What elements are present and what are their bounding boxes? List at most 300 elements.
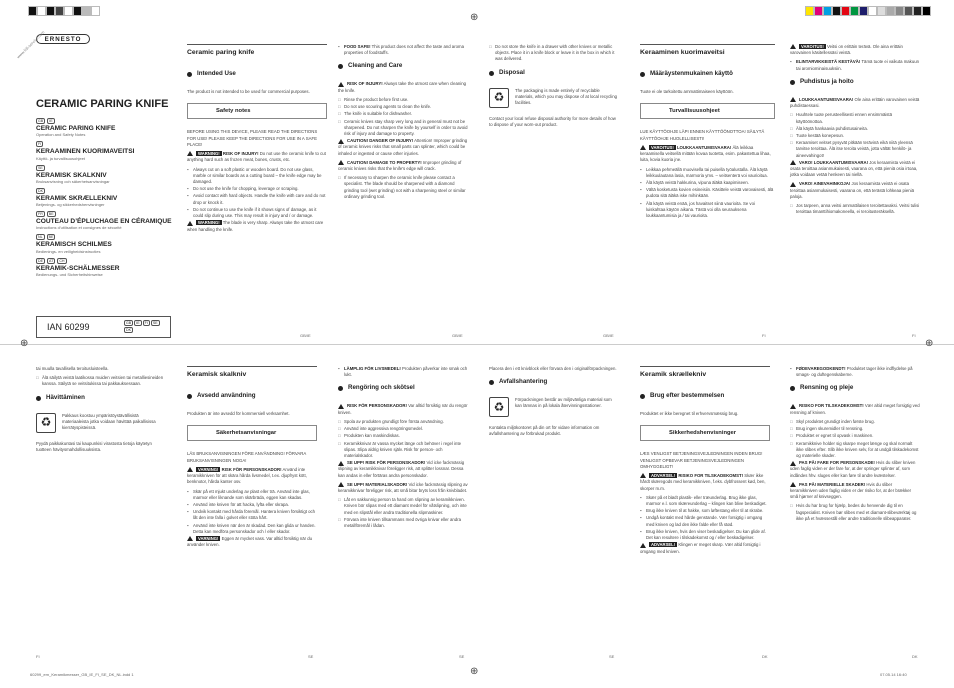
warning-text: Veitsi on erittäin terävä. Ole aina erittäin varovainen käsitellessäsi veistä. — [790, 44, 903, 56]
heading-disposal — [489, 378, 619, 387]
language-title: KERAMIK SKRÆLLEKNIV — [36, 194, 118, 202]
bullet-dot-icon — [338, 64, 343, 69]
warning-paragraph — [187, 220, 327, 232]
language-subtitle: Bedienungs- und Sicherheitshinweise — [36, 271, 103, 277]
warning-triangle-icon — [187, 536, 193, 541]
list-item: ▪ Do not use the knife for chopping, leverage or scraping. — [187, 186, 299, 192]
list-item-text: Do not use scouring agents to clean the knife. — [344, 104, 432, 110]
warning-triangle-icon — [338, 461, 344, 466]
list-item-text: Do not store the knife in a drawer with other knives or metallic objects. Place it in a knife block or leave it in the box in which it was delivered. — [495, 44, 615, 62]
registration-bar-left — [28, 6, 100, 16]
page-footer: GB/IE — [452, 333, 463, 338]
list-item-text: Huuhtele tuote perusteellisesti ennen ensimmäistä käyttöönottoa. — [796, 112, 893, 124]
corner-badge: www.lidl-service.com — [15, 29, 46, 60]
list-item: ▪ Vältä kosketusta kovien esineisiin. Käsittele veistä varovaisesti, älä pudota sitä äläkä iske mihinkään. — [640, 187, 774, 199]
warning-paragraph — [338, 460, 468, 479]
warning-paragraph — [790, 44, 920, 56]
list-item-text: Undvik kontakt med hårda föremål. Hantera kniven försiktigt och låt den inte falla i golvet eller stöta hårt. — [193, 509, 316, 521]
food-safe-lead: FØDEVAREGODKENDT! — [796, 366, 846, 371]
language-entry — [36, 211, 176, 230]
warning-triangle-icon — [187, 221, 193, 226]
language-title: COUTEAU D’ÉPLUCHAGE EN CÉRAMIQUE — [36, 218, 172, 225]
food-safe-lead: ELINTARVIKKEISTÄ KESTÄVÄ! — [796, 59, 861, 65]
disposal-block — [489, 397, 619, 414]
bullet-dot-icon — [187, 72, 192, 77]
language-title: CERAMIC PARING KNIFE — [36, 125, 116, 132]
list-item-text: Älä säilytä veistä laatikossa muiden veitsien tai metalliesineiden kanssa. Säilytä se veitsitukissa tai pakkauksessaan. — [42, 375, 164, 387]
recycle-icon: ♻ — [36, 413, 56, 433]
list-item: □ Skyl produktet grundigt inden første brug. — [790, 418, 875, 424]
warning-lead: LOUKKAANTUMISVAARA! — [799, 96, 854, 102]
list-item-text: Älä käytä veistä hakkurina, vipuna äläkä kaapimiseen. — [646, 179, 749, 185]
language-flags — [36, 258, 176, 264]
page-gb-1 — [187, 44, 327, 236]
language-flags — [36, 141, 176, 147]
heading-cleaning — [790, 78, 920, 87]
list-item-text: Do not continue to use the knife if it shows signs of damage, as it could slip during use. This may result in injury and / or damage. — [193, 206, 317, 219]
bullet-dot-icon — [338, 386, 343, 391]
warning-badge: WARNING! — [198, 220, 220, 226]
page-footer: FI — [762, 333, 766, 338]
warning-triangle-icon — [640, 145, 646, 150]
fold-line — [0, 344, 954, 345]
page-fi-1 — [640, 44, 775, 220]
warning-triangle-icon — [640, 473, 646, 478]
heading-disposal — [36, 394, 166, 403]
warning-lead: CAUTION! DANGER OF INJURY! — [347, 138, 414, 144]
warning-text: Hvis du sliber kniven uden faglig viden er der fare for, at der springer splinter af, som indåndes hhv. sluges eller kan føre til andre kvæstelser. — [790, 460, 916, 478]
list-item: □ Brug ingen skuremidler til rensning. — [790, 426, 864, 432]
language-subtitle: Bedienings- en veiligheidsinstructies — [36, 248, 101, 254]
list-item: □ Förvara inte kniven tillsammans med övriga knivar eller andra metallföremål i lådan. — [338, 517, 468, 529]
list-item: ▪ Skær på et blødt plastik- eller træunderlag. Brug ikke glas, marmor e.l. som skæreunderlag – klingen kan blive beskadiget. — [640, 495, 770, 507]
list-item: □ Keraamiset veitset pysyvät pitkään terävinä eikä niitä yleensä tarvitse teroittaa. Älä itse teroita veistä, jotta vältät henkilö- ja aineevahingot! — [790, 140, 920, 159]
heading-cleaning — [338, 62, 468, 71]
warning-triangle-icon — [790, 404, 796, 409]
warning-paragraph — [790, 97, 920, 109]
list-item-text: Always cut on a soft plastic or wooden board. Do not use glass, marble or similar boards as a cutting board – the knife edge may be damaged. — [193, 166, 322, 184]
list-item: □ Do not store the knife in a drawer with other knives or metallic objects. Place it in a knife block or leave it in the box in which it was delivered. — [489, 44, 619, 63]
warning-triangle-icon — [338, 82, 344, 87]
list-item: ▪ Always cut on a soft plastic or wooden board. Do not use glass, marble or similar boards as a cutting board – the knife edge may be damaged. — [187, 167, 327, 186]
warning-paragraph — [790, 181, 920, 200]
list-item-text: Brug ingen skuremidler til rensning. — [796, 426, 864, 432]
warning-text: Älä leikkaa keraamisella veitsellä mitään kovaa tuotetta, esim. pakastettua lihaa, luita, kovia kuoria jne. — [640, 144, 771, 163]
warning-triangle-icon — [338, 160, 344, 165]
paragraph: Pakkaus koostuu ympäristöystävällisistä materiaaleista jotka voidaan hävittää paikallisissa kierrätyspisteissä. — [62, 412, 156, 431]
flag-badge: GB — [126, 321, 132, 325]
flag-badge: NL — [38, 235, 43, 240]
section-title: Keramisk skalkniv — [187, 366, 317, 380]
disposal-block — [36, 413, 166, 432]
language-entry — [36, 141, 176, 160]
warning-text: Ole aina erittäin varovainen veistä puhdistaessasi. — [790, 96, 920, 109]
list-item: ▪ Älä käytä veistä enää, jos havaitset siinä vaurioita. Se voi luiskahtaa käytön aikana. Tästä voi olla seurauksena loukkaantumisia ja / tai vaurioita. — [640, 201, 775, 220]
warning-text: Skær ikke hårdt skæregods med keramikkniven, f.eks. dybfrossent kød, ben, skorper m.m. — [640, 473, 766, 491]
section-title: Ceramic paring knife — [187, 44, 327, 58]
bullet-dot-icon — [640, 394, 645, 399]
heading-intended-use — [187, 70, 327, 79]
language-title: KERAMIK-SCHÄLMESSER — [36, 264, 120, 272]
page-footer: GB/IE — [603, 333, 614, 338]
list-item: □ Älä säilytä veistä laatikossa muiden veitsien tai metalliesineiden kanssa. Säilytä se veitsitukissa tai pakkauksessaan. — [36, 375, 166, 387]
list-item: ▪ Använd inte kniven för att hacka, lyfta eller skrapa. — [187, 501, 290, 507]
list-item-text: Produktet er egnet til opvask i maskinen. — [796, 433, 874, 439]
list-item-text: Vältä kosketusta kovien esineisiin. Käsittele veistä varovaisesti, älä pudota sitä äläkä iske mihinkään. — [646, 187, 774, 199]
bullet-dot-icon — [790, 80, 795, 85]
page-footer: DK — [912, 654, 918, 659]
list-item-text: Använd inte kniven för att hacka, lyfta eller skrapa. — [193, 501, 290, 507]
list-item-text: Do not use the knife for chopping, leverage or scraping. — [193, 186, 299, 192]
flag-badge: FR — [38, 212, 43, 216]
list-item: □ Spola av produkten grundligt före första användning. — [338, 418, 444, 424]
list-item: ▪ Undgå kontakt med hårde genstande. Vær forsigtig i omgang med kniven og lad den ikke falde eller få stød. — [640, 515, 770, 527]
heading-text: Brug efter bestemmelsen — [650, 391, 725, 399]
warning-triangle-icon — [790, 44, 796, 49]
warning-triangle-icon — [338, 139, 344, 144]
heading-disposal — [489, 69, 619, 78]
list-item: □ Jos tarpeen, anna veitsi ammattilaisen teroitettavaksi. Veitsi tulisi teroittaa timanttihiomakoneella, ei teroitusteräksellä. — [790, 203, 920, 215]
page-fi-3 — [36, 366, 166, 456]
list-item-text: Keramikknive holder sig skarpe meget længe og skal normalt ikke slibes efter. Slib ikke kniven selv, for at undgå tilskadekomst og materielle skader. — [796, 440, 919, 458]
list-item-text: Produkten kan maskindiskas. — [344, 433, 400, 439]
list-item-text: Skär på ett mjukt underlag av plast eller trä. Använd inte glas, marmor eller liknande som skärbräda, eggen kan skadas. — [193, 488, 310, 500]
warning-text: Jos keraamista veistä ei osata teroittaa asianmukaisesti, vaarana on, että terästä lohkeaa pieniä paloja. — [790, 181, 914, 199]
list-item: ▪ Älä käytä veistä hakkurina, vipuna äläkä kaapimiseen. — [640, 179, 749, 185]
page-gb-2 — [338, 44, 468, 201]
warning-lead: PAS PÅ! MATERIELLE SKADER! — [799, 481, 866, 487]
page-fi-2 — [790, 44, 920, 217]
list-item-text: Keramikknivar är vassa mycket länge och behöver i regel inte slipas. Slipa aldrig kniven själv. Risk för person- och materialskador. — [344, 440, 462, 458]
list-item-text: Älä käytä veistä enää, jos havaitset siinä vaurioita. Se voi luiskahtaa käytön aikana. Tästä voi olla seurauksena loukkaantumisia ja / tai vaurioita. — [646, 200, 755, 219]
list-item-text: Leikkaa pehmeällä muovisella tai puisella työalustalla. Älä käytä leikkuulautana lasia, marmoria yms. – veitsenterä voi vaurioitua. — [646, 166, 768, 178]
bullet-dot-icon — [36, 396, 41, 401]
food-safe-text: This product does not affect the taste and aroma properties of foodstuffs. — [344, 44, 464, 56]
warning-text: Hvis du sliber keramikkniven uden faglig viden er der risiko for, at der brækker små hjørner af knivseggen. — [790, 481, 912, 500]
flag-badge: BE — [48, 212, 54, 216]
list-item-text: Keraamiset veitset pysyvät pitkään terävinä eikä niitä yleensä tarvitse teroittaa. Älä itse teroita veistä, jotta vältät henkilö- ja aineevahingot! — [796, 140, 913, 158]
warning-text: Använd inte keramikkniven för att skära hårda livsmedel, t.ex. djupfryst kött, benknotor, hårda kanter osv. — [187, 466, 307, 485]
warning-lead: PAS PÅ! FARE FOR PERSONSKADE! — [799, 460, 875, 466]
list-item-text: Hvis du har brug for hjælp, bedes du henvende dig til en fagspecialist. Kniven bør slibes med et diamant-slibeværktøj og ikke på et hvæssestål eller andre traditionelle slibeapparater. — [796, 503, 917, 521]
list-item-text: Använd inte kniven när den är skadad. Den kan glida ur handen. Detta kan medföra personskador och / eller skador. — [193, 522, 316, 534]
list-item-text: Ceramic knives stay sharp very long and in general must not be sharpened. Do not sharpen the knife by yourself in order to avoid risk of injury and damage to property. — [344, 118, 468, 136]
warning-paragraph — [640, 145, 775, 164]
language-entry — [36, 188, 176, 207]
heading-text: Hävittäminen — [46, 393, 85, 401]
warning-badge: WARNING! — [198, 151, 220, 157]
warning-paragraph — [790, 403, 920, 415]
heading-text: Avsedd användning — [197, 391, 256, 399]
language-title: KERAMISK SKALKNIV — [36, 171, 107, 179]
language-flags — [36, 234, 176, 240]
list-item: ▪ Brug ikke kniven til at hakke, som løftestang eller til at skrabe. — [640, 508, 764, 514]
flag-badge: FI — [38, 142, 42, 147]
warning-paragraph — [338, 160, 468, 172]
flag-badge: FI — [144, 321, 148, 325]
warning-paragraph — [790, 160, 920, 179]
heading-intended-use — [187, 392, 317, 401]
color-bar-right — [805, 6, 931, 16]
warning-lead: RISK OF INJURY! — [222, 151, 259, 157]
warning-badge: ADVARSEL! — [651, 473, 676, 479]
list-item-text: The knife is suitable for dishwasher. — [344, 111, 413, 117]
paragraph: BEFORE USING THIS DEVICE, PLEASE READ THE DIRECTIONS FOR USE! PLEASE KEEP THE DIRECTIONS FOR USE IN A SAFE PLACE! — [187, 129, 318, 147]
list-item: □ Hvis du har brug for hjælp, bedes du henvende dig til en fagspecialist. Kniven bør slibes med et diamant-slibeværktøj og ikke på et hvæssestål eller andre traditionelle slibeapparater. — [790, 503, 920, 522]
food-safe-text: Produktet tager ikke indflydelse på smags- og duftegenskaberne. — [796, 366, 913, 378]
list-item: □ Ceramic knives stay sharp very long and in general must not be sharpened. Do not sharpen the knife by yourself in order to avoid risk of injury and damage to property. — [338, 118, 468, 136]
warning-paragraph — [338, 138, 468, 157]
bullet-dot-icon — [489, 71, 494, 76]
list-item-text: Undgå kontakt med hårde genstande. Vær forsigtig i omgang med kniven og lad den ikke falde eller få stød. — [646, 515, 763, 527]
list-item: ▪ Do not continue to use the knife if it shows signs of damage, as it could slip during use. This may result in injury and / or damage. — [187, 207, 327, 219]
language-title: KERAAMINEN KUORIMAVEITSI — [36, 148, 135, 156]
warning-lead: LOUKKAANTUMISVAARA! — [676, 144, 732, 150]
language-entry — [36, 165, 176, 184]
list-item-text: Rinse the product before first use. — [344, 96, 409, 102]
list-item-text: Tuote kestää konepesun. — [796, 132, 845, 138]
warning-triangle-icon — [790, 97, 796, 102]
list-item-text: Avoid contact with hard objects. Handle the knife with care and do not drop or knock it. — [193, 193, 326, 205]
language-entry — [36, 258, 176, 277]
list-item-text: Älä käytä hankaavia puhdistusaineita. — [796, 125, 868, 131]
list-item: □ Använd inte aggressiva rengöringsmedel. — [338, 426, 424, 432]
paragraph: Produktet er ikke beregnet til erhvervsmæssig brug. — [640, 410, 739, 416]
heading-cleaning — [338, 384, 468, 393]
section-title: Keramik skrællekniv — [640, 366, 770, 380]
paragraph: Placera den i ett knivblock eller förvara den i originalförpackningen. — [489, 366, 617, 371]
list-item-text: Spola av produkten grundligt före första användning. — [344, 418, 444, 424]
warning-text: Klingen er meget skarp. Vær altid forsigtig i omgang med kniven. — [640, 542, 761, 554]
main-title: CERAMIC PARING KNIFE — [36, 98, 169, 110]
warning-text: Jos keraamista veistä ei osata teroittaa asianmukaisesti, vaarana on, että pieniä osia irtoaa, jotka voidaan vetää henkeen tai niellä. — [790, 159, 918, 178]
crop-mark: ⊕ — [470, 666, 479, 677]
list-item: ▪ Använd inte kniven när den är skadad. Den kan glida ur handen. Detta kan medföra personskador och / eller skador. — [187, 522, 316, 534]
page-dk-1 — [640, 366, 770, 558]
food-safe-text: Tämä tuote ei vaikuta makuun tai aromiominaisuuksiin. — [796, 59, 919, 71]
list-item: □ Do not use scouring agents to clean the knife. — [338, 104, 432, 110]
warning-triangle-icon — [338, 404, 344, 409]
warning-paragraph — [187, 151, 327, 163]
warning-lead: SE UPP! MATERIALSKADOR! — [347, 481, 408, 487]
page-se-1 — [187, 366, 317, 552]
paragraph: Förpackningen består av miljövänliga material som kan lämnas in på lokala återvinningsstationer. — [515, 397, 612, 409]
warning-triangle-icon — [790, 461, 796, 466]
warning-triangle-icon — [790, 482, 796, 487]
warning-paragraph — [187, 536, 317, 548]
warning-text: Vær altid meget forsigtig ved rensning af kniven. — [790, 403, 920, 415]
page-footer: FI — [912, 333, 916, 338]
page-footer: SE — [609, 654, 615, 659]
list-item-text: Låt en sakkunnig person ta hand om slipning av keramikkniven. Kniven bör slipas med ett diamant medel för våtslipning, och inte med en slipstål eller andra traditionella slipmaskiner. — [344, 497, 467, 515]
bullet-dot-icon — [489, 380, 494, 385]
list-item: ▪ Brug ikke kniven, hvis den viser beskadigelser. Du kan glide af. Det kan resultere i tilskadekomst og / eller beskadigelser. — [640, 529, 770, 541]
crop-mark: ⊕ — [470, 12, 479, 23]
language-flags — [36, 165, 176, 171]
recycle-icon: ♻ — [489, 397, 509, 417]
language-subtitle: Käyttö- ja turvallisuusohjeet — [36, 155, 85, 161]
warning-badge: VAROITUS! — [801, 44, 824, 49]
paragraph: LUE KÄYTTÖOHJE LÄPI ENNEN KÄYTTÖÖNOTTOA! SÄILYTÄ KÄYTTÖOHJE HUOLELLISESTI! — [640, 129, 765, 141]
list-item-text: Förvara inte kniven tillsammans med övriga knivar eller andra metallföremål i lådan. — [344, 516, 462, 529]
list-item: □ Produkten kan maskindiskas. — [338, 433, 400, 439]
bullet-dot-icon — [640, 72, 645, 77]
food-safe-lead: FOOD SAFE! — [344, 44, 371, 49]
print-info-right: 07.05.14 16:40 — [880, 672, 907, 677]
list-item: ▪ Undvik kontakt med hårda föremål. Hantera kniven försiktigt och låt den inte falla i golvet eller stöta hårt. — [187, 509, 316, 521]
heading-text: Puhdistus ja hoito — [800, 77, 854, 85]
brand-logo: ERNESTO — [36, 34, 90, 44]
bullet-dot-icon — [790, 386, 795, 391]
page-footer: DK — [762, 654, 768, 659]
warning-badge: ADVARSEL! — [651, 542, 676, 548]
list-item: □ If necessary to sharpen the ceramic knife please contact a specialist. The blade should be sharpened with a diamond grinding tool (wet grinding) not with a sharpening steel or similar ordinary grinding tool. — [338, 175, 468, 200]
page-footer: SE — [308, 654, 314, 659]
list-item: □ Låt en sakkunnig person ta hand om slipning av keramikkniven. Kniven bör slipas med ett diamant medel för våtslipning, och inte med en slipstål eller andra traditionella slipmaskiner. — [338, 497, 467, 515]
warning-paragraph — [790, 460, 920, 479]
food-safe-text: Produkten påverkar inte smak och lukt. — [344, 366, 468, 378]
list-item-text: Skær på et blødt plastik- eller træunderlag. Brug ikke glas, marmor e.l. som skæreunderlag – klingen kan blive beskadiget. — [646, 494, 767, 506]
warning-text: Var alltid försiktig när du rengör kniven. — [338, 403, 468, 415]
list-item: □ Keramikknive holder sig skarpe meget længe og skal normalt ikke slibes efter. Slib ikke kniven selv, for at undgå tilskadekomst og materielle skader. — [790, 440, 919, 458]
list-item-text: Skyl produktet grundigt inden første brug. — [796, 418, 875, 424]
list-item: □ Keramikknivar är vassa mycket länge och behöver i regel inte slipas. Slipa aldrig kniven själv. Risk för person- och materialskador. — [338, 441, 468, 460]
page-footer: GB/IE — [300, 333, 311, 338]
paragraph: Contact your local refuse disposal authority for more details of how to dispose of your worn-out product. — [489, 115, 616, 127]
flag-badge: SE — [152, 321, 158, 325]
crop-mark: ⊕ — [925, 338, 934, 349]
warning-paragraph — [338, 482, 468, 494]
heading-safety-notes: Safety notes — [187, 103, 327, 119]
warning-triangle-icon — [187, 467, 193, 472]
warning-text: The blade is very sharp. Always take the utmost care when handling the knife. — [187, 220, 324, 232]
warning-text: Do not use the ceramic knife to cut anything hard such as frozen meat, bones, crusts, etc. — [187, 151, 326, 163]
paragraph: tai muulla tavallisella teroitusluisteella. — [36, 366, 109, 371]
language-title: KERAMISCH SCHILMES — [36, 241, 112, 249]
heading-text: Määräystenmukainen käyttö — [650, 69, 733, 77]
language-subtitle: Bruksanvisning och säkerhetsanvisningar — [36, 178, 110, 184]
warning-lead: RISIKO FOR TILSKADEKOMST! — [678, 473, 744, 479]
page-footer: SE — [459, 654, 465, 659]
language-entry — [36, 118, 176, 137]
heading-text: Rengöring och skötsel — [348, 384, 415, 392]
language-flags — [36, 188, 176, 194]
page-footer: FI — [36, 654, 40, 659]
recycle-icon: ♻ — [489, 88, 509, 108]
warning-paragraph — [338, 81, 468, 93]
print-info-left: 60299_ern_Keramikmesser_GB_IE_FI_SE_DK_NL.indd 1 — [30, 672, 134, 677]
warning-lead: CAUTION! DAMAGE TO PROPERTY! — [347, 159, 422, 165]
list-item-text: Brug ikke kniven til at hakke, som løftestang eller til at skrabe. — [646, 508, 764, 514]
paragraph: LÆS VENLIGST BETJENINGSVEJLEDNINGEN INDEN BRUG! VENLIGST OPBEVAR BETJENINGSVEJLEDNINGEN OMHYGGELIGT! — [640, 451, 763, 469]
list-item: □ Rinse the product before first use. — [338, 96, 409, 102]
paragraph: Kontakta miljökontoret på din ort för vidare information om avfallshantering av förbrukad produkt. — [489, 425, 600, 437]
language-subtitle: Operation and Safety Notes — [36, 132, 86, 138]
paragraph: LÄS BRUKSANVISNINGEN FÖRE ANVÄNDNING! FÖRVARA BRUKSANVISNINGEN NOGA! — [187, 451, 306, 463]
list-item-text: Jos tarpeen, anna veitsi ammattilaisen teroitettavaksi. Veitsi tulisi teroittaa timanttihiomakoneella, ei teroitusteräksellä. — [796, 203, 920, 215]
list-item: □ Produktet er egnet til opvask i maskinen. — [790, 433, 874, 439]
heading-cleaning — [790, 384, 920, 393]
language-entry — [36, 234, 176, 253]
heading-text: Intended Use — [197, 69, 236, 77]
heading-intended-use — [640, 392, 770, 401]
flag-badge: DK — [126, 328, 131, 332]
flag-badge: DK — [38, 188, 43, 193]
list-item-text: If necessary to sharpen the ceramic knife please contact a specialist. The blade should be sharpened with a diamond grinding tool (wet grinding) not with a sharpening steel or similar ordinary grinding tool. — [344, 175, 466, 199]
warning-text: Eggen är mycket vass. Var alltid försiktig när du använder kniven. — [187, 536, 313, 548]
flag-badge: SE — [38, 165, 43, 170]
list-item: ▪ FOOD SAFE! This product does not affect the taste and aroma properties of foodstuffs. — [338, 44, 464, 56]
page-gb-3 — [489, 44, 619, 131]
warning-lead: VARO! AINEVAHINKOJA! — [799, 181, 851, 187]
heading-safety-notes: Turvallisuusohjeet — [640, 103, 775, 119]
paragraph: The packaging is made entirely of recyclable materials, which you may dispose of at local recycling facilities. — [515, 87, 617, 106]
page-se-3 — [489, 366, 619, 441]
warning-triangle-icon — [338, 482, 344, 487]
section-title: Keraaminen kuorimaveitsi — [640, 44, 775, 58]
warning-triangle-icon — [790, 160, 796, 165]
warning-lead: VARO! LOUKKAANTUMISVAARA! — [799, 159, 869, 165]
language-flags — [36, 211, 176, 217]
heading-text: Cleaning and Care — [348, 62, 403, 70]
warning-lead: RISK OF INJURY! — [347, 81, 383, 87]
paragraph: Produkten är inte avsedd för kommersiell verksamhet. — [187, 410, 290, 416]
warning-triangle-icon — [790, 182, 796, 187]
list-item: ▪ Leikkaa pehmeällä muovisella tai puisella työalustalla. Älä käytä leikkuulautana lasia, marmoria yms. – veitsenterä voi vaurioitua. — [640, 167, 775, 179]
warning-text: Vid icke fackmässig slipning av keramikknivar föreligger risk, att splitter lossnar. Dessa kan andas in eller förtäras andra personskador. — [338, 460, 465, 478]
heading-text: Avfallshantering — [499, 378, 548, 386]
heading-intended-use — [640, 70, 775, 79]
flag-badge: BE — [48, 235, 54, 240]
paragraph: Tuote ei ole tarkoitettu ammattimaiseen käyttöön. — [640, 88, 734, 94]
list-item: ▪ Skär på ett mjukt underlag av plast eller trä. Använd inte glas, marmor eller liknande som skärbräda, eggen kan skadas. — [187, 489, 317, 501]
heading-safety-notes: Säkerhetsanvisningar — [187, 425, 317, 441]
list-item: □ Älä käytä hankaavia puhdistusaineita. — [790, 125, 868, 131]
warning-text: Always take the utmost care when cleaning the knife. — [338, 81, 467, 93]
page-se-2 — [338, 366, 468, 530]
warning-text: Improper grinding of ceramic knives risks that the knife's edge will crack. — [338, 159, 462, 172]
crop-mark: ⊕ — [20, 338, 29, 349]
bullet-dot-icon — [187, 394, 192, 399]
heading-text: Disposal — [499, 68, 525, 76]
list-item: ▪ ELINTARVIKKEISTÄ KESTÄVÄ! Tämä tuote ei vaikuta makuun tai aromiominaisuuksiin. — [790, 59, 919, 71]
list-item-text: Använd inte aggressiva rengöringsmedel. — [344, 426, 424, 432]
warning-lead: RISK FÖR PERSONSKADOR! — [347, 403, 407, 409]
warning-paragraph — [187, 467, 317, 486]
flag-badge: GB — [38, 119, 44, 123]
ian-box — [36, 316, 171, 338]
warning-triangle-icon — [187, 151, 193, 156]
list-item: ▪ LÄMPLIG FÖR LIVSMEDEL! Produkten påverkar inte smak och lukt. — [338, 366, 468, 378]
flag-badge: CH — [59, 258, 65, 263]
warning-paragraph — [640, 473, 770, 492]
list-item: ▪ FØDEVAREGODKENDT! Produktet tager ikke indflydelse på smags- og duftegenskaberne. — [790, 366, 913, 378]
language-subtitle: Instructions d’utilisation et consignes de sécurité — [36, 225, 122, 231]
warning-lead: SE UPP! RISK FÖR PERSONSKADOR! — [347, 460, 426, 466]
warning-badge: VAROITUS! — [651, 144, 674, 150]
flag-badge: IE — [136, 321, 140, 325]
list-item: □ Huuhtele tuote perusteellisesti ennen ensimmäistä käyttöönottoa. — [790, 112, 920, 124]
disposal-block — [489, 88, 619, 107]
list-item: □ Tuote kestää konepesun. — [790, 132, 845, 138]
paragraph: Pyydä paikkakuntasi tai kaupunkisi virastosta tietoja käytetyn tuotteen hävitysmahdollisuuksista. — [36, 440, 152, 452]
ian-flags — [124, 320, 164, 333]
warning-text: Vid icke fackmässig slipning av keramikknivar föreligger risk, att små bitar bryts loss från knivbladet. — [338, 481, 468, 494]
warning-lead: RISK FÖR PERSONSKADOR! — [221, 466, 282, 472]
warning-badge: VARNING! — [198, 536, 219, 542]
flag-badge: IE — [49, 119, 53, 123]
warning-triangle-icon — [640, 543, 646, 548]
